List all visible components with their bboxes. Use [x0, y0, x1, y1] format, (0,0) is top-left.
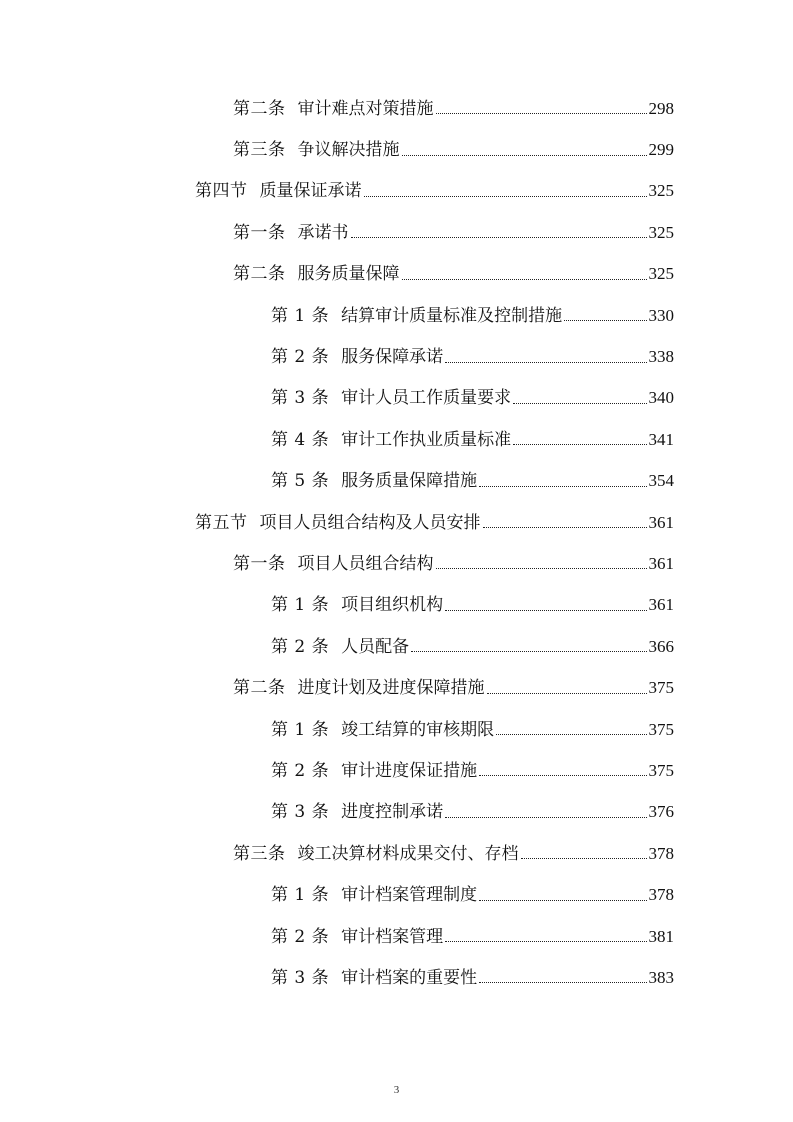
dot-leader — [479, 900, 646, 901]
toc-entry-number: 第 1 条 — [271, 885, 330, 906]
toc-entry-title: 人员配备 — [341, 636, 410, 657]
toc-entry[interactable] — [0, 792, 793, 833]
toc-entry[interactable] — [0, 88, 793, 129]
toc-entry-title: 审计难点对策措施 — [297, 98, 434, 119]
toc-entry[interactable] — [0, 585, 793, 626]
dot-leader — [479, 775, 646, 776]
dot-leader — [436, 113, 647, 114]
toc-entry-title: 项目组织机构 — [341, 595, 444, 616]
toc-entry-page: 376 — [648, 802, 674, 822]
toc-entry-number: 第五节 — [195, 512, 248, 533]
toc-entry[interactable] — [0, 916, 793, 957]
toc-entry-title: 进度控制承诺 — [341, 802, 444, 823]
toc-entry-number: 第 4 条 — [271, 429, 330, 450]
dot-leader — [351, 237, 647, 238]
toc-entry-number: 第二条 — [233, 98, 286, 119]
toc-entry[interactable] — [0, 543, 793, 584]
toc-entry-title: 结算审计质量标准及控制措施 — [341, 305, 563, 326]
toc-entry[interactable] — [0, 419, 793, 460]
toc-entry[interactable] — [0, 378, 793, 419]
toc-entry[interactable] — [0, 957, 793, 998]
toc-entry-page: 361 — [648, 595, 674, 615]
toc-entry-number: 第一条 — [233, 553, 286, 574]
toc-entry-number: 第 2 条 — [271, 760, 330, 781]
toc-entry-number: 第四节 — [195, 181, 248, 202]
toc-entry[interactable] — [0, 667, 793, 708]
toc-entry[interactable] — [0, 129, 793, 170]
toc-entry-title: 审计档案的重要性 — [341, 967, 478, 988]
toc-entry-title: 质量保证承诺 — [259, 181, 362, 202]
toc-entry-number: 第三条 — [233, 140, 286, 161]
toc-entry-title: 审计档案管理制度 — [341, 885, 478, 906]
toc-entry[interactable] — [0, 626, 793, 667]
toc-entry[interactable] — [0, 874, 793, 915]
toc-entry-number: 第 3 条 — [271, 388, 330, 409]
toc-entry-title: 审计工作执业质量标准 — [341, 429, 512, 450]
toc-entry-title: 审计档案管理 — [341, 926, 444, 947]
toc-entry-number: 第 3 条 — [271, 802, 330, 823]
toc-entry-title: 承诺书 — [297, 222, 349, 243]
toc-entry-title: 竣工结算的审核期限 — [341, 719, 495, 740]
toc-entry-title: 审计进度保证措施 — [341, 760, 478, 781]
toc-entry-title: 服务保障承诺 — [341, 347, 444, 368]
page-number: 3 — [393, 1084, 400, 1096]
dot-leader — [402, 279, 647, 280]
dot-leader — [445, 610, 646, 611]
toc-entry-title: 项目人员组合结构 — [297, 553, 434, 574]
toc-entry-page: 375 — [648, 678, 674, 698]
toc-entry-number: 第二条 — [233, 264, 286, 285]
toc-entry-page: 375 — [648, 719, 674, 739]
toc-entry-page: 378 — [648, 885, 674, 905]
toc-entry-title: 服务质量保障 — [297, 264, 400, 285]
toc-entry[interactable] — [0, 212, 793, 253]
toc-entry-title: 服务质量保障措施 — [341, 471, 478, 492]
toc-entry-page: 383 — [648, 967, 674, 987]
toc-entry-title: 项目人员组合结构及人员安排 — [259, 512, 481, 533]
dot-leader — [513, 403, 646, 404]
toc-entry-page: 325 — [648, 222, 674, 242]
toc-entry-page: 325 — [648, 181, 674, 201]
toc-entry-number: 第三条 — [233, 843, 286, 864]
toc-entry-page: 325 — [648, 264, 674, 284]
toc-entry-title: 进度计划及进度保障措施 — [297, 678, 485, 699]
toc-entry[interactable] — [0, 171, 793, 212]
toc-entry-number: 第 1 条 — [271, 595, 330, 616]
toc-entry-page: 340 — [648, 388, 674, 408]
toc-entry-page: 381 — [648, 926, 674, 946]
toc-entry-number: 第 1 条 — [271, 305, 330, 326]
dot-leader — [513, 444, 646, 445]
dot-leader — [487, 693, 647, 694]
toc-entry-page: 338 — [648, 347, 674, 367]
toc-entry-page: 366 — [648, 636, 674, 656]
toc-entry-page: 361 — [648, 553, 674, 573]
dot-leader — [445, 362, 646, 363]
dot-leader — [496, 734, 646, 735]
toc-entry-page: 298 — [648, 98, 674, 118]
dot-leader — [521, 858, 647, 859]
dot-leader — [364, 196, 647, 197]
toc-entry-page: 299 — [648, 140, 674, 160]
toc-entry-number: 第 2 条 — [271, 926, 330, 947]
toc-entry-number: 第 2 条 — [271, 636, 330, 657]
toc-entry[interactable] — [0, 750, 793, 791]
toc-entry-page: 361 — [648, 512, 674, 532]
dot-leader — [483, 527, 647, 528]
dot-leader — [479, 486, 646, 487]
toc-entry[interactable] — [0, 502, 793, 543]
dot-leader — [411, 651, 646, 652]
toc-entry-page: 375 — [648, 760, 674, 780]
toc-entry[interactable] — [0, 254, 793, 295]
toc-entry[interactable] — [0, 709, 793, 750]
toc-entry-number: 第 3 条 — [271, 967, 330, 988]
toc-entry-number: 第 5 条 — [271, 471, 330, 492]
table-of-contents — [0, 88, 793, 999]
toc-entry-title: 审计人员工作质量要求 — [341, 388, 512, 409]
dot-leader — [564, 320, 646, 321]
toc-entry-page: 330 — [648, 305, 674, 325]
toc-entry-page: 341 — [648, 429, 674, 449]
dot-leader — [445, 941, 646, 942]
toc-entry[interactable] — [0, 461, 793, 502]
dot-leader — [445, 817, 646, 818]
dot-leader — [436, 568, 647, 569]
toc-entry-page: 378 — [648, 843, 674, 863]
toc-entry[interactable] — [0, 833, 793, 874]
toc-entry-title: 争议解决措施 — [297, 140, 400, 161]
toc-entry-number: 第 2 条 — [271, 347, 330, 368]
toc-entry-page: 354 — [648, 471, 674, 491]
toc-entry-title: 竣工决算材料成果交付、存档 — [297, 843, 519, 864]
dot-leader — [479, 982, 646, 983]
toc-entry[interactable] — [0, 295, 793, 336]
toc-entry-number: 第一条 — [233, 222, 286, 243]
dot-leader — [402, 155, 647, 156]
toc-entry-number: 第 1 条 — [271, 719, 330, 740]
toc-entry[interactable] — [0, 336, 793, 377]
toc-entry-number: 第二条 — [233, 678, 286, 699]
